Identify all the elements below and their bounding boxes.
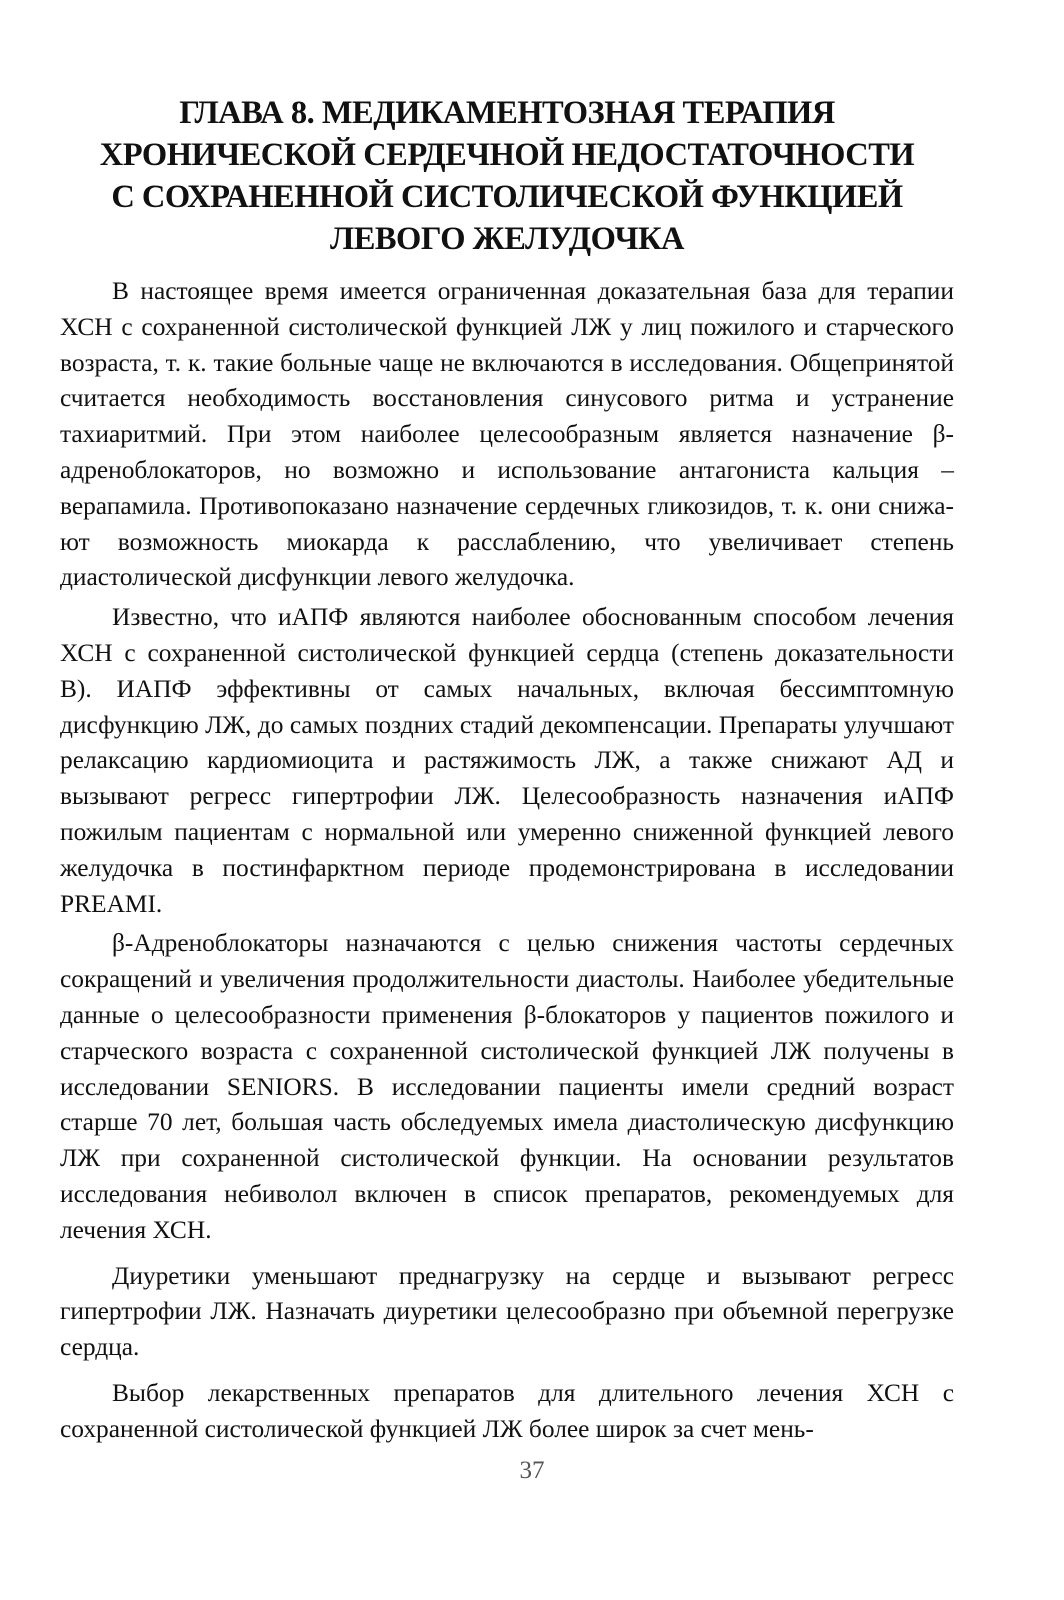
paragraph: В настоящее время имеется ограниченная доказательная база для терапии ХСН с сохраненной систолической функцией ЛЖ у лиц пожилого и старческого возраста, т. к. такие больные чаще не включаются в исследования. Общепринятой считается необходимость восстановления синусового ритма и устранение тахиаритмий. При этом наиболее целесообразным является назначение β-адреноблокаторов, но возможно и использование антагониста кальция – верапамила. Противопоказано назначение сердечных гликозидов, т. к. они снижают возможность миокарда к расслаблению, что увеличивает степень диастолической дисфункции левого желудочка. [60, 277, 954, 592]
paragraph: Известно, что иАПФ являются наиболее обоснованным способом лечения ХСН с сохраненной систолической функцией сердца (степень доказательности В). ИАПФ эффективны от самых начальных, включая бессимптомную дисфункцию ЛЖ, до самых поздних стадий декомпенсации. Препараты улучшают релаксацию кардиомиоцита и растяжимость ЛЖ, а также снижают АД и вызывают регресс гипертрофии ЛЖ. Целесообразность назначения иАПФ пожилым пациентам с нормальной или умеренно сниженной функцией левого желудочка в постинфарктном периоде продемонстрирована в исследовании PREAMI. [60, 603, 954, 918]
chapter-body [60, 274, 954, 1448]
chapter-title [60, 92, 954, 260]
paragraph: Диуретики уменьшают преднагрузку на сердце и вызывают регресс гипертрофии ЛЖ. Назначать диуретики целесообразно при объемной перегрузке сердца. [60, 1261, 954, 1362]
book-page [60, 92, 954, 1452]
chapter-title-line: ХРОНИЧЕСКОЙ СЕРДЕЧНОЙ НЕДОСТАТОЧНОСТИ [99, 137, 915, 173]
paragraph: Выбор лекарственных препаратов для длительного лечения ХСН с сохраненной систолической функцией ЛЖ более широк за счет мень- [60, 1378, 954, 1443]
chapter-title-line: ЛЕВОГО ЖЕЛУДОЧКА [329, 221, 684, 257]
chapter-title-line: С СОХРАНЕННОЙ СИСТОЛИЧЕСКОЙ ФУНКЦИЕЙ [111, 179, 903, 215]
paragraph: β-Адреноблокаторы назначаются с целью снижения частоты сердечных сокращений и увеличения продолжительности диастолы. Наиболее убедительные данные о целесообразности применения β-блокаторов у пациентов пожилого и старческого возраста с сохраненной систолической функцией ЛЖ получены в исследовании SENIORS. В исследовании пациенты имели средний возраст старше 70 лет, большая часть обследуемых имела диастолическую дисфункцию ЛЖ при сохраненной систолической функции. На основании результатов исследования небиволол включен в список препаратов, рекомендуемых для лечения ХСН. [60, 929, 954, 1244]
page-number: 37 [519, 1457, 545, 1484]
chapter-title-line: ГЛАВА 8. МЕДИКАМЕНТОЗНАЯ ТЕРАПИЯ [179, 95, 835, 131]
